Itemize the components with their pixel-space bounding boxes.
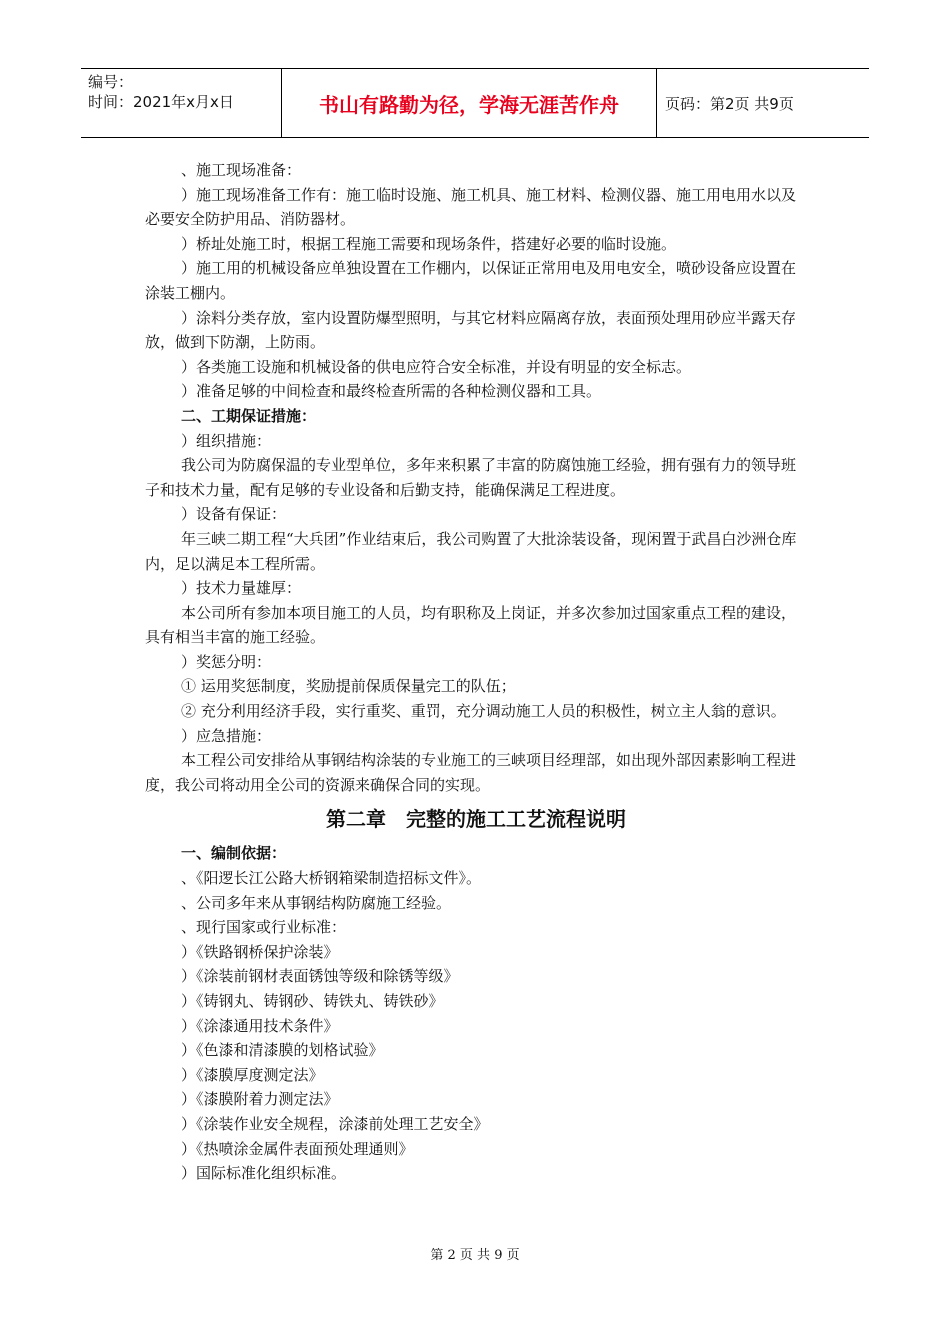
paragraph: 、《阳逻长江公路大桥钢箱梁制造招标文件》。 (181, 869, 482, 888)
page-info: 页码：第2页 共9页 (665, 94, 794, 113)
paragraph: ）《铸钢丸、铸钢砂、铸铁丸、铸铁砂》 (181, 992, 444, 1010)
paragraph: 本工程公司安排给从事钢结构涂装的专业施工的三峡项目经理部，如出现外部因素影响工程进度，我公司将动用全公司的资源来确保合同的实现。 (145, 751, 797, 794)
paragraph: ）技术力量雄厚： (181, 579, 302, 598)
paragraph: ② 充分利用经济手段，实行重奖、重罚，充分调动施工人员的积极性，树立主人翁的意识。 (181, 702, 786, 721)
paragraph: 本公司所有参加本项目施工的人员，均有职称及上岗证，并多次参加过国家重点工程的建设，具有相当丰富的施工经验。 (145, 603, 797, 647)
paragraph: 我公司为防腐保温的专业型单位，多年来积累了丰富的防腐蚀施工经验，拥有强有力的领导班子和技术力量，配有足够的专业设备和后勤支持，能确保满足工程进度。 (145, 456, 797, 499)
paragraph: ）《铁路钢桥保护涂装》 (181, 942, 339, 961)
number-label: 编号： (88, 73, 134, 91)
motto: 书山有路勤为径，学海无涯苦作舟 (282, 69, 657, 137)
paragraph: ）施工现场准备工作有：施工临时设施、施工机具、施工材料、检测仪器、施工用电用水以及必要安全防护用品、消防器材。 (145, 185, 797, 229)
paragraph: ）涂料分类存放，室内设置防爆型照明，与其它材料应隔离存放，表面预处理用砂应半露天存放，做到下防潮，上防雨。 (145, 308, 797, 352)
document-body (145, 158, 807, 1186)
paragraph: ）准备足够的中间检查和最终检查所需的各种检测仪器和工具。 (181, 382, 602, 401)
page-footer: 第 2 页 共 9 页 (430, 1248, 520, 1263)
paragraph: 二、工期保证措施： (181, 406, 317, 425)
paragraph: 年三峡二期工程“大兵团”作业结束后，我公司购置了大批涂装设备，现闲置于武昌白沙洲仓库内，足以满足本工程所需。 (145, 529, 797, 573)
section-basis (145, 841, 807, 1185)
paragraph: ）《色漆和清漆膜的划格试验》 (181, 1041, 384, 1060)
paragraph: 、施工现场准备： (181, 161, 302, 179)
paragraph: ）《涂漆通用技术条件》 (181, 1016, 339, 1035)
section-schedule (145, 158, 807, 797)
paragraph: ）《涂装前钢材表面锈蚀等级和除锈等级》 (181, 967, 459, 986)
paragraph: ）《漆膜厚度测定法》 (181, 1065, 324, 1084)
page-header (81, 68, 869, 138)
header-left-cell (81, 69, 282, 137)
time-label: 时间：2021年x月x日 (88, 93, 234, 111)
paragraph: ）应急措施： (181, 726, 272, 745)
paragraph: ）组织措施： (181, 431, 272, 450)
paragraph: ）施工用的机械设备应单独设置在工作棚内，以保证正常用电及用电安全，喷砂设备应设置在涂装工棚内。 (145, 259, 797, 302)
paragraph: ）《热喷涂金属件表面预处理通则》 (181, 1139, 414, 1158)
paragraph: ① 运用奖惩制度，奖励提前保质保量完工的队伍； (181, 677, 516, 696)
paragraph: 一、编制依据： (181, 844, 287, 863)
paragraph: 、公司多年来从事钢结构防腐施工经验。 (181, 893, 452, 912)
paragraph: ）《漆膜附着力测定法》 (181, 1090, 339, 1109)
paragraph: ）各类施工设施和机械设备的供电应符合安全标准，并设有明显的安全标志。 (181, 357, 692, 376)
chapter-title: 第二章 完整的施工工艺流程说明 (326, 807, 626, 832)
paragraph: ）国际标准化组织标准。 (181, 1164, 347, 1183)
paragraph: ）奖惩分明： (181, 652, 272, 671)
paragraph: ）桥址处施工时，根据工程施工需要和现场条件，搭建好必要的临时设施。 (181, 234, 677, 253)
paragraph: ）设备有保证： (181, 505, 287, 524)
paragraph: 、现行国家或行业标准： (181, 918, 347, 937)
paragraph: ）《涂装作业安全规程，涂漆前处理工艺安全》 (181, 1114, 489, 1133)
